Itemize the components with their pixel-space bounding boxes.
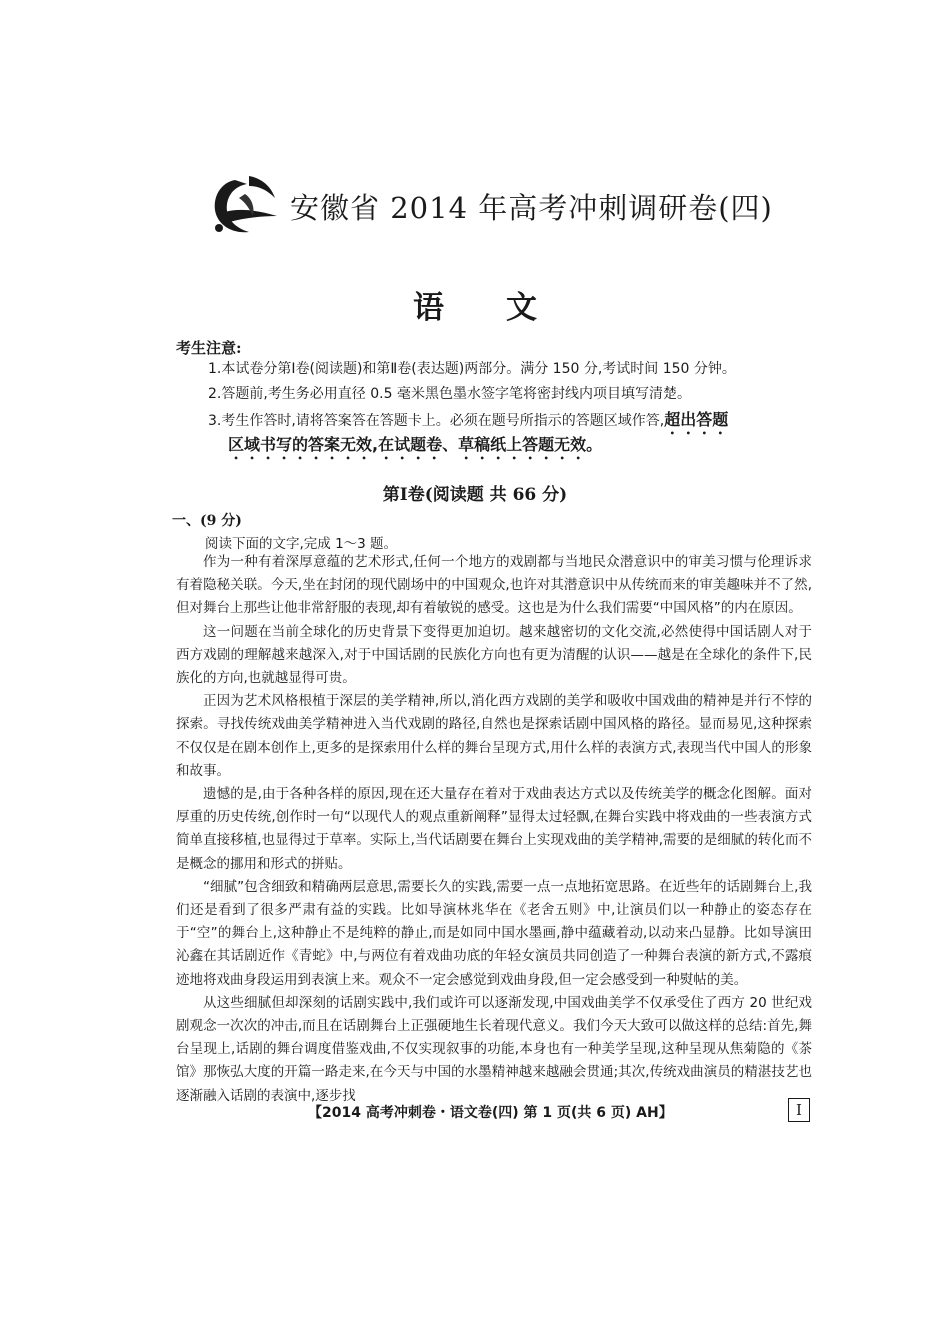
- passage-paragraph: 作为一种有着深厚意蕴的艺术形式,任何一个地方的戏剧都与当地民众潜意识中的审美习惯与伦理诉求有着隐秘关联。今天,坐在封闭的现代剧场中的中国观众,也许对其潜意识中从传统而来的审美趣味并不了然,但对舞台上那些让他非常舒服的表现,却有着敏锐的感受。这也是为什么我们需要“中国风格”的内在原因。: [176, 554, 812, 617]
- reading-passage: [176, 551, 812, 1108]
- exam-logo: [205, 172, 285, 240]
- notice-item-3-emphasis-line: 区域书写的答案无效,在试题卷、草稿纸上答题无效。: [228, 435, 603, 454]
- subject-title: 语文: [413, 290, 599, 326]
- section-title: 第Ⅰ卷(阅读题 共 66 分): [382, 485, 568, 505]
- passage-paragraph: 从这些细腻但却深刻的话剧实践中,我们或许可以逐渐发现,中国戏曲美学不仅承受住了西方 20 世纪戏剧观念一次次的冲击,而且在话剧舞台上正强硬地生长着现代意义。我们今天大致可以做这样的总结:首先,舞台呈现上,话剧的舞台调度借鉴戏曲,不仅实现叙事的功能,本身也有一种美学呈现,这种呈现从焦菊隐的《茶馆》那恢弘大度的开篇一路走来,在今天与中国的水墨精神越来越融会贯通;其次,传统戏曲演员的精湛技艺也逐渐融入话剧的表演中,逐步找: [176, 994, 812, 1104]
- page-mark: Ⅰ: [788, 1098, 810, 1122]
- notice-heading: 考生注意:: [176, 339, 242, 357]
- passage-paragraph: 遗憾的是,由于各种各样的原因,现在还大量存在着对于戏曲表达方式以及传统美学的概念化图解。面对厚重的历史传统,创作时一句“以现代人的观点重新阐释”显得太过轻飘,在舞台实践中将戏曲的一些表演方式简单直接移植,也显得过于草率。实际上,当代话剧要在舞台上实现戏曲的美学精神,需要的是细腻的转化而不是概念的挪用和形式的拼贴。: [176, 786, 812, 872]
- passage-paragraph: “细腻”包含细致和精确两层意思,需要长久的实践,需要一点一点地拓宽思路。在近些年的话剧舞台上,我们还是看到了很多严肃有益的实践。比如导演林兆华在《老舍五则》中,让演员们以一种静止的姿态存在于“空”的舞台上,这种静止不是纯粹的静止,而是如同中国水墨画,静中蕴藏着动,以动来凸显静。比如导演田沁鑫在其话剧近作《青蛇》中,与两位有着戏曲功底的年轻女演员共同创造了一种舞台表演的新方式,不露痕迹地将戏曲身段运用到表演上来。观众不一定会感觉到戏曲身段,但一定会感受到一种熨帖的美。: [176, 878, 812, 988]
- passage-paragraph: 这一问题在当前全球化的历史背景下变得更加迫切。越来越密切的文化交流,必然使得中国话剧人对于西方戏剧的理解越来越深入,对于中国话剧的民族化方向也有更为清醒的认识——越是在全球化的条件下,民族化的方向,也就越显得可贵。: [176, 623, 812, 687]
- passage-paragraph: 正因为艺术风格根植于深层的美学精神,所以,消化西方戏剧的美学和吸收中国戏曲的精神是并行不悖的探索。寻找传统戏曲美学精神进入当代戏剧的路径,自然也是探索话剧中国风格的路径。显而易见,这种探索不仅仅是在剧本创作上,更多的是探索用什么样的舞台呈现方式,用什么样的表演方式,表现当代中国人的形象和故事。: [176, 693, 812, 779]
- notice-item-1: 1.本试卷分第Ⅰ卷(阅读题)和第Ⅱ卷(表达题)两部分。满分 150 分,考试时间 150 分钟。: [208, 361, 736, 377]
- part-heading: 一、(9 分): [172, 513, 242, 529]
- notice-item-3-emphasis: 超出答题: [664, 410, 729, 429]
- page-footer: 【2014 高考冲刺卷・语文卷(四) 第 1 页(共 6 页) AH】: [308, 1105, 673, 1121]
- reading-instruction: 阅读下面的文字,完成 1～3 题。: [205, 536, 398, 552]
- notice-item-3-text: 3.考生作答时,请将答案答在答题卡上。必须在题号所指示的答题区域作答,: [208, 413, 665, 429]
- notice-item-2: 2.答题前,考生务必用直径 0.5 毫米黑色墨水签字笔将密封线内项目填写清楚。: [208, 386, 691, 402]
- exam-title: 安徽省 2014 年高考冲刺调研卷(四): [290, 191, 773, 225]
